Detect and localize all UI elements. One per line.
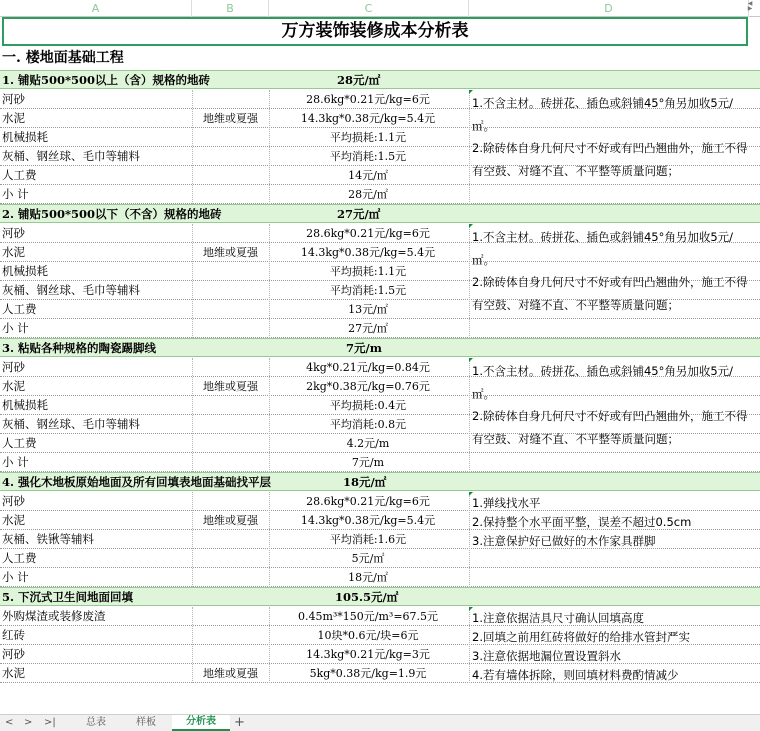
note-line: 4.若有墙体拆除，则回填材料费酌情减少: [472, 668, 679, 682]
note-line: 3.注意依据地漏位置设置斜水: [472, 649, 621, 663]
cell-divider: [269, 90, 270, 204]
item-spec: [192, 645, 269, 663]
item-calc: 平均损耗:1.1元: [329, 265, 407, 278]
item-calc: 平均损耗:1.1元: [329, 131, 407, 144]
group-heading-label: 3. 粘贴各种规格的陶瓷踢脚线: [2, 341, 157, 355]
first-sheet-icon[interactable]: <: [5, 717, 14, 728]
tab-sample[interactable]: 样板: [136, 717, 156, 728]
item-spec: [192, 90, 269, 108]
group-price: 18元/㎡: [343, 475, 387, 489]
cell-divider: [192, 224, 193, 338]
column-header-c[interactable]: C: [269, 0, 469, 17]
item-name: 小 计: [2, 321, 29, 335]
item-name: 水泥: [2, 379, 25, 393]
item-calc: 0.45m³*150元/m³=67.5元: [297, 610, 439, 623]
item-spec: [192, 434, 269, 452]
item-name: 外购煤渣或装修废渣: [2, 609, 106, 623]
group-price: 27元/㎡: [337, 207, 381, 221]
item-calc: 14.3kg*0.38元/kg=5.4元: [300, 112, 436, 125]
item-name: 小 计: [2, 455, 29, 469]
item-calc: 平均消耗:1.5元: [329, 150, 407, 163]
comment-marker-icon: [469, 358, 473, 362]
item-spec: [192, 128, 269, 146]
item-spec: [192, 626, 269, 644]
group-price: 7元/m: [346, 341, 382, 355]
item-name: 人工费: [2, 436, 37, 450]
group-notes[interactable]: [469, 492, 759, 587]
group-price: 105.5元/㎡: [335, 590, 399, 604]
group-heading-row[interactable]: [0, 338, 760, 357]
group-heading-row[interactable]: [0, 70, 760, 89]
comment-marker-icon: [469, 607, 473, 611]
item-spec: [192, 492, 269, 510]
item-name: 人工费: [2, 551, 37, 565]
item-name: 水泥: [2, 245, 25, 259]
note-line: 2.回填之前用红砖将做好的给排水管封严实: [472, 630, 690, 644]
item-spec: [192, 453, 269, 471]
group-heading-label: 2. 铺贴500*500以下（不含）规格的地砖: [2, 207, 222, 221]
item-spec: [192, 415, 269, 433]
item-calc: 18元/㎡: [348, 571, 388, 584]
item-name: 河砂: [2, 360, 25, 374]
group-heading-row[interactable]: [0, 204, 760, 223]
cell-divider: [192, 358, 193, 472]
item-calc: 5元/㎡: [351, 552, 385, 565]
item-spec: [192, 549, 269, 567]
item-name: 红砖: [2, 628, 25, 642]
item-spec: [192, 224, 269, 242]
cell-divider: [269, 607, 270, 683]
next-sheet-icon[interactable]: >: [24, 717, 33, 728]
item-spec: [192, 358, 269, 376]
item-calc: 4kg*0.21元/kg=0.84元: [306, 361, 430, 374]
scroll-arrows-icon[interactable]: ◀ ▶: [747, 0, 753, 12]
item-spec: [192, 281, 269, 299]
group-notes[interactable]: [469, 607, 759, 683]
item-spec: [192, 166, 269, 184]
column-header-b[interactable]: B: [192, 0, 269, 17]
item-spec: [192, 185, 269, 203]
item-calc: 平均消耗:1.6元: [329, 533, 407, 546]
note-line: 2.除砖体自身几何尺寸不好或有凹凸翘曲外，施工不得有空鼓、对缝不直、不平整等质量问题；: [472, 275, 748, 312]
column-header-bar: [0, 0, 760, 17]
item-name: 人工费: [2, 302, 37, 316]
item-spec: [192, 262, 269, 280]
cell-divider: [269, 224, 270, 338]
sheet-grid: [0, 17, 760, 714]
item-calc: 4.2元/m: [346, 437, 390, 450]
cell-divider: [269, 358, 270, 472]
item-calc: 平均消耗:0.8元: [329, 418, 407, 431]
comment-marker-icon: [469, 90, 473, 94]
note-line: 1.注意依据洁具尺寸确认回填高度: [472, 611, 644, 625]
sheet-tab-bar: [0, 714, 760, 731]
item-calc: 13元/㎡: [348, 303, 388, 316]
group-heading-row[interactable]: [0, 587, 760, 606]
item-calc: 28.6kg*0.21元/kg=6元: [306, 227, 430, 240]
item-name: 灰桶、铁锹等辅料: [2, 532, 94, 546]
item-spec: 地维或夏强: [203, 380, 258, 393]
item-spec: [192, 607, 269, 625]
group-heading-label: 5. 下沉式卫生间地面回填: [2, 590, 134, 604]
item-name: 灰桶、钢丝球、毛巾等辅料: [2, 149, 140, 163]
item-calc: 27元/㎡: [348, 322, 388, 335]
group-price: 28元/㎡: [337, 73, 381, 87]
item-calc: 28.6kg*0.21元/kg=6元: [306, 93, 430, 106]
item-name: 灰桶、钢丝球、毛巾等辅料: [2, 283, 140, 297]
note-line: 2.除砖体自身几何尺寸不好或有凹凸翘曲外，施工不得有空鼓、对缝不直、不平整等质量问题；: [472, 409, 748, 446]
item-calc: 14.3kg*0.38元/kg=5.4元: [300, 246, 436, 259]
note-line: 1.不含主材。砖拼花、插色或斜铺45°角另加收5元/㎡。: [472, 364, 734, 401]
item-calc: 14元/㎡: [348, 169, 388, 182]
cell-divider: [269, 492, 270, 587]
item-calc: 28.6kg*0.21元/kg=6元: [306, 495, 430, 508]
item-name: 河砂: [2, 92, 25, 106]
cell-divider: [192, 607, 193, 683]
item-name: 水泥: [2, 513, 25, 527]
item-name: 水泥: [2, 666, 25, 680]
note-line: 1.弹线找水平: [472, 496, 541, 510]
group-notes[interactable]: [469, 90, 759, 204]
tab-analysis[interactable]: 分析表: [172, 715, 230, 731]
item-calc: 平均消耗:1.5元: [329, 284, 407, 297]
group-heading-row[interactable]: [0, 472, 760, 491]
note-line: 1.不含主材。砖拼花、插色或斜铺45°角另加收5元/㎡。: [472, 96, 734, 133]
group-notes[interactable]: [469, 358, 759, 472]
column-header-d[interactable]: D: [469, 0, 749, 17]
item-spec: [192, 396, 269, 414]
item-name: 机械损耗: [2, 264, 48, 278]
item-spec: 地维或夏强: [203, 514, 258, 527]
comment-marker-icon: [469, 224, 473, 228]
note-line: 3.注意保护好已做好的木作家具群脚: [472, 534, 656, 548]
note-line: 2.除砖体自身几何尺寸不好或有凹凸翘曲外，施工不得有空鼓、对缝不直、不平整等质量问题；: [472, 141, 748, 178]
item-name: 灰桶、钢丝球、毛巾等辅料: [2, 417, 140, 431]
item-name: 水泥: [2, 111, 25, 125]
group-heading-label: 1. 铺贴500*500以上（含）规格的地砖: [2, 73, 211, 87]
note-line: 1.不含主材。砖拼花、插色或斜铺45°角另加收5元/㎡。: [472, 230, 734, 267]
group-heading-label: 4. 强化木地板原始地面及所有回填表地面基础找平层: [2, 475, 272, 489]
item-spec: 地维或夏强: [203, 112, 258, 125]
item-spec: [192, 319, 269, 337]
sheet-title[interactable]: 万方装饰装修成本分析表: [2, 17, 748, 46]
item-name: 小 计: [2, 570, 29, 584]
item-name: 河砂: [2, 494, 25, 508]
item-calc: 平均损耗:0.4元: [329, 399, 407, 412]
add-sheet-icon[interactable]: +: [234, 715, 245, 730]
item-calc: 2kg*0.38元/kg=0.76元: [306, 380, 430, 393]
item-spec: [192, 300, 269, 318]
item-calc: 10块*0.6元/块=6元: [317, 629, 419, 642]
column-header-a[interactable]: A: [0, 0, 192, 17]
comment-marker-icon: [469, 492, 473, 496]
item-name: 机械损耗: [2, 130, 48, 144]
item-calc: 28元/㎡: [348, 188, 388, 201]
item-name: 人工费: [2, 168, 37, 182]
item-spec: 地维或夏强: [203, 667, 258, 680]
item-name: 河砂: [2, 647, 25, 661]
item-calc: 14.3kg*0.21元/kg=3元: [306, 648, 430, 661]
item-spec: [192, 530, 269, 548]
item-spec: 地维或夏强: [203, 246, 258, 259]
item-name: 机械损耗: [2, 398, 48, 412]
item-calc: 5kg*0.38元/kg=1.9元: [309, 667, 427, 680]
last-sheet-icon[interactable]: >|: [44, 717, 56, 728]
note-line: 2.保持整个水平面平整，误差不超过0.5cm: [472, 515, 692, 529]
cell-divider: [192, 492, 193, 587]
tab-summary[interactable]: 总表: [86, 717, 106, 728]
item-calc: 7元/m: [351, 456, 385, 469]
item-name: 河砂: [2, 226, 25, 240]
item-spec: [192, 147, 269, 165]
item-name: 小 计: [2, 187, 29, 201]
group-notes[interactable]: [469, 224, 759, 338]
section-title[interactable]: 一. 楼地面基础工程: [2, 50, 124, 66]
item-spec: [192, 568, 269, 586]
item-calc: 14.3kg*0.38元/kg=5.4元: [300, 514, 436, 527]
cell-divider: [192, 90, 193, 204]
